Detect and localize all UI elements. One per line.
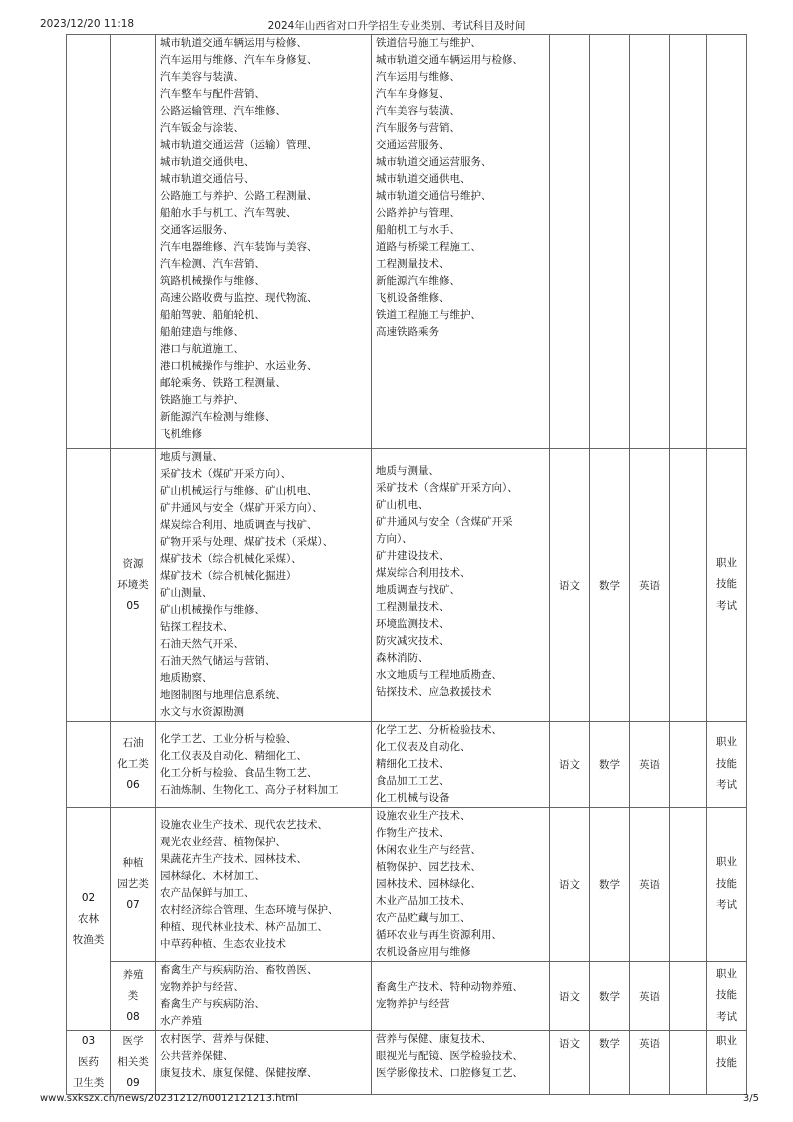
vocational-exam: 职业 技能 考试	[707, 722, 747, 808]
vocational-exam: 职业 技能	[707, 1031, 747, 1095]
vocational-exam: 职业 技能 考试	[707, 962, 747, 1031]
table-row	[67, 35, 747, 449]
secondary-majors-cell: 畜禽生产与疾病防治、畜牧兽医、 宠物养护与经营、 畜禽生产与疾病防治、 水产养殖	[156, 962, 372, 1031]
page-title: 2024年山西省对口升学招生专业类别、考试科目及时间	[267, 20, 526, 32]
secondary-majors-cell: 农村医学、营养与保健、 公共营养保健、 康复技术、康复保健、保健按摩、	[156, 1031, 372, 1095]
secondary-majors-cell: 地质与测量、 采矿技术（煤矿开采方向）、 矿山机械运行与维修、矿山机电、 矿井通风与安全（煤矿开采方向）、 煤炭综合利用、地质调查与找矿、 矿物开采与处理、煤矿技术（采煤）、 煤矿技术（综合机械化采煤）、 煤矿技术（综合机械化掘进） 矿山测量、 矿山机械操作与维修、 钻探工程技术、 石油天然气开采、 石油天然气储运与营销、 地质勘察、 地图制图与地理信息系统、 水文与水资源勘测	[156, 449, 372, 722]
table-row	[67, 808, 747, 962]
category-cell	[111, 35, 156, 449]
subject-math: 数学	[590, 962, 630, 1031]
category-cell: 石油 化工类 06	[111, 722, 156, 808]
subject-english: 英语	[630, 962, 670, 1031]
subject-math: 数学	[590, 722, 630, 808]
subject-english: 英语	[630, 722, 670, 808]
subject-chinese: 语文	[550, 1031, 590, 1095]
category-cell: 养殖 类 08	[111, 962, 156, 1031]
higher-majors-cell: 畜禽生产技术、特种动物养殖、 宠物养护与经营	[372, 962, 550, 1031]
group-cell	[67, 449, 111, 722]
subject-chinese: 语文	[550, 449, 590, 722]
higher-majors-cell: 设施农业生产技术、 作物生产技术、 休闲农业生产与经营、 植物保护、园艺技术、 园林技术、园林绿化、 木业产品加工技术、 农产品贮藏与加工、 循环农业与再生资源利用、 农机设备应用与维修	[372, 808, 550, 962]
secondary-majors-cell: 设施农业生产技术、现代农艺技术、 观光农业经营、植物保护、 果蔬花卉生产技术、园林技术、 园林绿化、木材加工、 农产品保鲜与加工、 农村经济综合管理、生态环境与保护、 种植、现代林业技术、林产品加工、 中草药种植、生态农业技术	[156, 808, 372, 962]
subject-math: 数学	[590, 1031, 630, 1095]
higher-majors-cell: 地质与测量、 采矿技术（含煤矿开采方向）、 矿山机电、 矿井通风与安全（含煤矿开采 方向）、 矿井建设技术、 煤炭综合利用技术、 地质调查与找矿、 工程测量技术、 环境监测技术、 防灾减灾技术、 森林消防、 水文地质与工程地质勘查、 钻探技术、应急救援技术	[372, 449, 550, 722]
table-row	[67, 722, 747, 808]
table-row	[67, 1031, 747, 1095]
secondary-majors-cell: 化学工艺、工业分析与检验、 化工仪表及自动化、精细化工、 化工分析与检验、食品生物工艺、 石油炼制、生物化工、高分子材料加工	[156, 722, 372, 808]
print-datetime: 2023/12/20 11:18	[40, 18, 135, 30]
group-cell	[67, 35, 111, 449]
category-cell: 种植 园艺类 07	[111, 808, 156, 962]
page-url: www.sxkszx.cn/news/20231212/n0012121213.html	[40, 1093, 298, 1104]
higher-majors-cell: 营养与保健、康复技术、 眼视光与配镜、医学检验技术、 医学影像技术、口腔修复工艺、	[372, 1031, 550, 1095]
subject-english: 英语	[630, 449, 670, 722]
vocational-exam: 职业 技能 考试	[707, 449, 747, 722]
group-cell: 02 农林 牧渔类	[67, 808, 111, 1031]
subject-math: 数学	[590, 808, 630, 962]
subject-chinese: 语文	[550, 808, 590, 962]
subject-chinese: 语文	[550, 722, 590, 808]
subject-math: 数学	[590, 449, 630, 722]
group-cell	[67, 722, 111, 808]
table-row	[67, 962, 747, 1031]
subject-english: 英语	[630, 808, 670, 962]
vocational-exam: 职业 技能 考试	[707, 808, 747, 962]
subject-chinese: 语文	[550, 962, 590, 1031]
category-cell: 资源 环境类 05	[111, 449, 156, 722]
page-number: 3/5	[742, 1093, 759, 1104]
higher-majors-cell: 铁道信号施工与维护、 城市轨道交通车辆运用与检修、 汽车运用与维修、 汽车车身修复、 汽车美容与装潢、 汽车服务与营销、 交通运营服务、 城市轨道交通运营服务、 城市轨道交通供电、 城市轨道交通信号维护、 公路养护与管理、 船舶机工与水手、 道路与桥梁工程施工、 工程测量技术、 新能源汽车维修、 飞机设备维修、 铁道工程施工与维护、 高速铁路乘务	[372, 35, 550, 449]
group-cell: 03 医药 卫生类	[67, 1031, 111, 1095]
subject-english: 英语	[630, 1031, 670, 1095]
category-cell: 医学 相关类 09	[111, 1031, 156, 1095]
table-row	[67, 449, 747, 722]
majors-table	[66, 34, 747, 1095]
secondary-majors-cell: 城市轨道交通车辆运用与检修、 汽车运用与维修、汽车车身修复、 汽车美容与装潢、 汽车整车与配件营销、 公路运输管理、汽车维修、 汽车钣金与涂装、 城市轨道交通运营（运输）管理、 城市轨道交通供电、 城市轨道交通信号、 公路施工与养护、公路工程测量、 船舶水手与机工、汽车驾驶、 交通客运服务、 汽车电器维修、汽车装饰与美容、 汽车检测、汽车营销、 筑路机械操作与维修、 高速公路收费与监控、现代物流、 船舶驾驶、船舶轮机、 船舶建造与维修、 港口与航道施工、 港口机械操作与维护、水运业务、 邮轮乘务、铁路工程测量、 铁路施工与养护、 新能源汽车检测与维修、 飞机维修	[156, 35, 372, 449]
higher-majors-cell: 化学工艺、分析检验技术、 化工仪表及自动化、 精细化工技术、 食品加工工艺、 化工机械与设备	[372, 722, 550, 808]
